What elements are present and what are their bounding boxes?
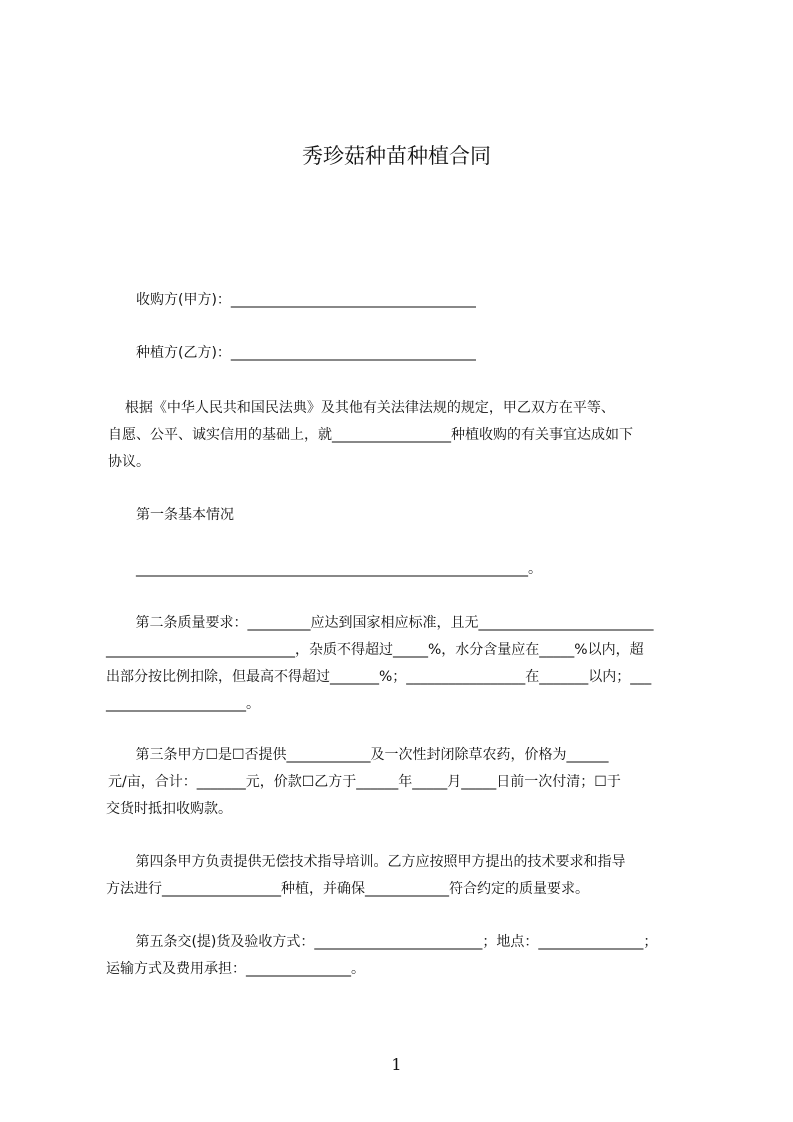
article2-line: ____________________。 (106, 696, 260, 712)
article2-line: 第二条质量要求：_________应达到国家相应标准，且无_________________________ (131, 615, 654, 631)
article2-line: 出部分按比例扣除，但最高不得超过_______%；_________________在_______以内；___ (106, 669, 652, 685)
intro-line: 协议。 (108, 454, 150, 470)
article1-blank-line: ________________________________________________________。 (136, 561, 542, 577)
article3-line: 交货时抵扣收购款。 (106, 801, 232, 817)
article4-line: 第四条甲方负责提供无偿技术指导培训。乙方应按照甲方提出的技术要求和指导 (131, 854, 626, 870)
article2-line: ___________________________，杂质不得超过_____%，水分含量应在_____%以内，超 (106, 642, 644, 658)
article3-line: 元/亩，合计：_______元，价款☐乙方于______年_____月_____日前一次付清；☐于 (108, 774, 621, 790)
contract-title: 秀珍菇种苗种植合同 (302, 144, 491, 168)
intro-line: 根据《中华人民共和国民法典》及其他有关法律法规的规定，甲乙双方在平等、 (116, 400, 615, 416)
article1-heading: 第一条基本情况 (136, 507, 234, 523)
article5-line: 运输方式及费用承担：_______________。 (106, 961, 365, 977)
page-number: 1 (391, 1055, 402, 1074)
article3-line: 第三条甲方☐是☐否提供____________及一次性封闭除草农药，价格为______ (131, 747, 609, 763)
article4-line: 方法进行_________________种植，并确保____________符合约定的质量要求。 (106, 881, 589, 897)
article5-line: 第五条交(提)货及验收方式：________________________；地点：_______________； (131, 934, 658, 950)
intro-line: 自愿、公平、诚实信用的基础上，就_________________种植收购的有关事宜达成如下 (108, 427, 633, 443)
grower-party-line: 种植方(乙方)：___________________________________ (136, 345, 476, 361)
buyer-party-line: 收购方(甲方)：___________________________________ (136, 292, 476, 308)
